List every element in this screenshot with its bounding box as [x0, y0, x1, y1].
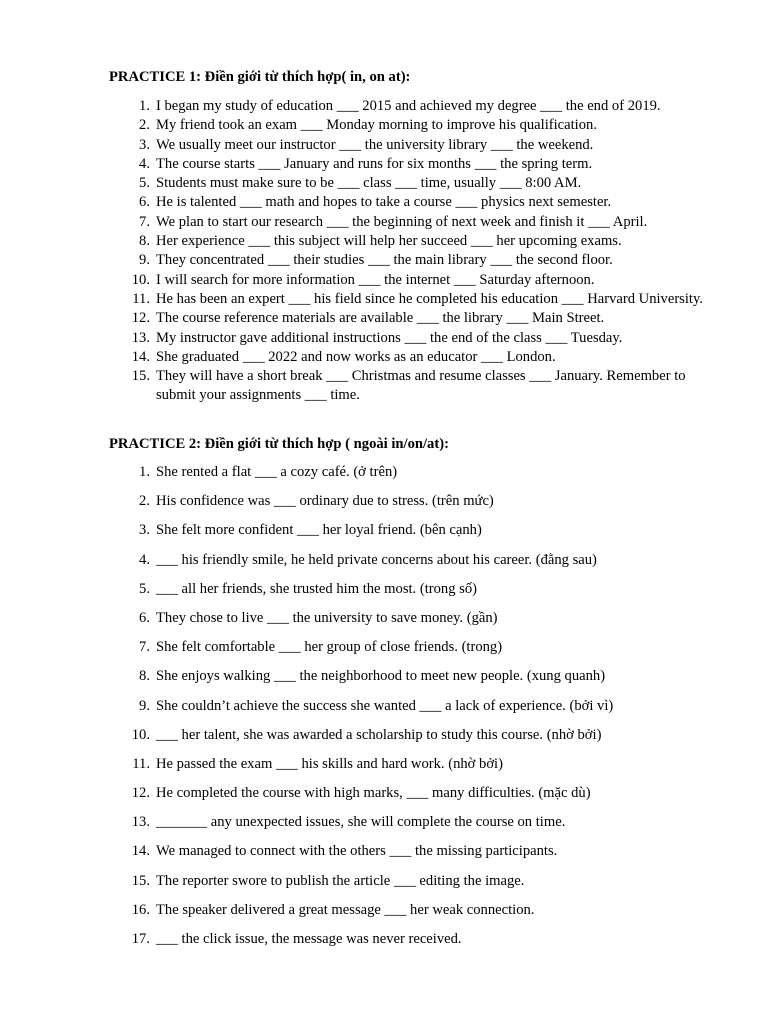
list-item — [0, 367, 768, 406]
item-text: He completed the course with high marks, ___ many difficulties. (mặc dù) — [156, 785, 591, 802]
list-item — [0, 667, 768, 686]
item-number: 8. — [139, 668, 150, 685]
list-item — [0, 290, 768, 309]
list-item — [0, 348, 768, 367]
item-text: They will have a short break ___ Christmas and resume classes ___ January. Remember to submit your assignments ___ time. — [156, 368, 686, 404]
item-text: ___ all her friends, she trusted him the most. (trong số) — [156, 580, 478, 597]
item-number: 7. — [139, 639, 150, 656]
item-number: 12. — [131, 785, 150, 802]
item-number: 3. — [139, 136, 150, 153]
practice-2-list — [0, 463, 768, 959]
item-number: 15. — [131, 368, 150, 385]
list-item — [0, 136, 768, 155]
item-text: _______ any unexpected issues, she will complete the course on time. — [156, 814, 566, 831]
item-number: 10. — [131, 726, 150, 743]
item-number: 4. — [139, 551, 150, 568]
item-text: She felt more confident ___ her loyal friend. (bên cạnh) — [156, 522, 482, 539]
item-number: 2. — [139, 493, 150, 510]
item-number: 15. — [131, 872, 150, 889]
practice-1-list — [0, 97, 768, 406]
practice-2-title: PRACTICE 2: Điền giới từ thích hợp ( ngoài in/on/at): — [109, 436, 449, 452]
item-number: 12. — [131, 310, 150, 327]
item-number: 13. — [131, 814, 150, 831]
item-text: The speaker delivered a great message ___ her weak connection. — [156, 901, 535, 918]
item-number: 1. — [139, 98, 150, 114]
list-item — [0, 784, 768, 803]
list-item — [0, 521, 768, 540]
item-text: They concentrated ___ their studies ___ the main library ___ the second floor. — [156, 252, 613, 269]
item-text: We plan to start our research ___ the beginning of next week and finish it ___ April. — [156, 213, 648, 230]
item-text: Students must make sure to be ___ class ___ time, usually ___ 8:00 AM. — [156, 175, 582, 192]
list-item — [0, 901, 768, 920]
list-item — [0, 329, 768, 348]
item-text: ___ her talent, she was awarded a scholarship to study this course. (nhờ bởi) — [156, 726, 602, 743]
list-item — [0, 726, 768, 745]
item-number: 2. — [139, 117, 150, 134]
item-number: 14. — [131, 348, 150, 365]
item-number: 14. — [131, 843, 150, 860]
list-item — [0, 463, 768, 482]
list-item — [0, 842, 768, 861]
list-item — [0, 609, 768, 628]
item-number: 9. — [139, 697, 150, 714]
list-item — [0, 174, 768, 193]
item-text: We usually meet our instructor ___ the university library ___ the weekend. — [156, 136, 594, 153]
item-text: ___ his friendly smile, he held private concerns about his career. (đằng sau) — [156, 551, 597, 568]
list-item — [0, 872, 768, 891]
item-number: 17. — [131, 931, 150, 947]
item-number: 4. — [139, 155, 150, 172]
list-item — [0, 116, 768, 135]
item-number: 8. — [139, 233, 150, 250]
list-item — [0, 232, 768, 251]
item-text: He is talented ___ math and hopes to take a course ___ physics next semester. — [156, 194, 612, 211]
item-number: 16. — [131, 901, 150, 918]
item-number: 11. — [132, 755, 150, 772]
list-item — [0, 930, 768, 949]
item-text: ___ the click issue, the message was never received. — [156, 931, 462, 947]
list-item — [0, 697, 768, 716]
item-text: He passed the exam ___ his skills and hard work. (nhờ bởi) — [156, 755, 503, 772]
item-number: 3. — [139, 522, 150, 539]
item-text: I began my study of education ___ 2015 and achieved my degree ___ the end of 2019. — [156, 98, 661, 114]
list-item — [0, 813, 768, 832]
item-text: He has been an expert ___ his field since he completed his education ___ Harvard University. — [156, 290, 703, 307]
item-text: She couldn’t achieve the success she wanted ___ a lack of experience. (bởi vì) — [156, 697, 614, 714]
list-item — [0, 755, 768, 774]
list-item — [0, 492, 768, 511]
item-text: Her experience ___ this subject will help her succeed ___ her upcoming exams. — [156, 233, 622, 250]
practice-1-title: PRACTICE 1: Điền giới từ thích hợp( in, on at): — [109, 69, 411, 85]
item-text: My instructor gave additional instructions ___ the end of the class ___ Tuesday. — [156, 329, 623, 346]
item-number: 5. — [139, 175, 150, 192]
item-text: The reporter swore to publish the article ___ editing the image. — [156, 872, 525, 889]
item-number: 6. — [139, 609, 150, 626]
item-number: 11. — [132, 290, 150, 307]
item-text: She graduated ___ 2022 and now works as an educator ___ London. — [156, 348, 556, 365]
list-item — [0, 97, 768, 116]
list-item — [0, 251, 768, 270]
list-item — [0, 155, 768, 174]
list-item — [0, 213, 768, 232]
item-number: 7. — [139, 213, 150, 230]
item-number: 5. — [139, 580, 150, 597]
list-item — [0, 551, 768, 570]
item-text: The course reference materials are available ___ the library ___ Main Street. — [156, 310, 605, 327]
item-text: They chose to live ___ the university to save money. (gần) — [156, 609, 498, 626]
item-text: She rented a flat ___ a cozy café. (ở trên) — [156, 464, 398, 480]
item-number: 9. — [139, 252, 150, 269]
item-text: We managed to connect with the others ___ the missing participants. — [156, 843, 558, 860]
item-number: 1. — [139, 464, 150, 480]
item-number: 13. — [131, 329, 150, 346]
list-item — [0, 271, 768, 290]
item-number: 6. — [139, 194, 150, 211]
item-text: She felt comfortable ___ her group of close friends. (trong) — [156, 639, 503, 656]
item-text: She enjoys walking ___ the neighborhood to meet new people. (xung quanh) — [156, 668, 606, 685]
list-item — [0, 580, 768, 599]
item-number: 10. — [131, 271, 150, 288]
item-text: My friend took an exam ___ Monday morning to improve his qualification. — [156, 117, 597, 134]
item-text: His confidence was ___ ordinary due to stress. (trên mức) — [156, 493, 494, 510]
item-text: I will search for more information ___ the internet ___ Saturday afternoon. — [156, 271, 595, 288]
list-item — [0, 309, 768, 328]
item-text: The course starts ___ January and runs for six months ___ the spring term. — [156, 155, 593, 172]
list-item — [0, 193, 768, 212]
list-item — [0, 638, 768, 657]
